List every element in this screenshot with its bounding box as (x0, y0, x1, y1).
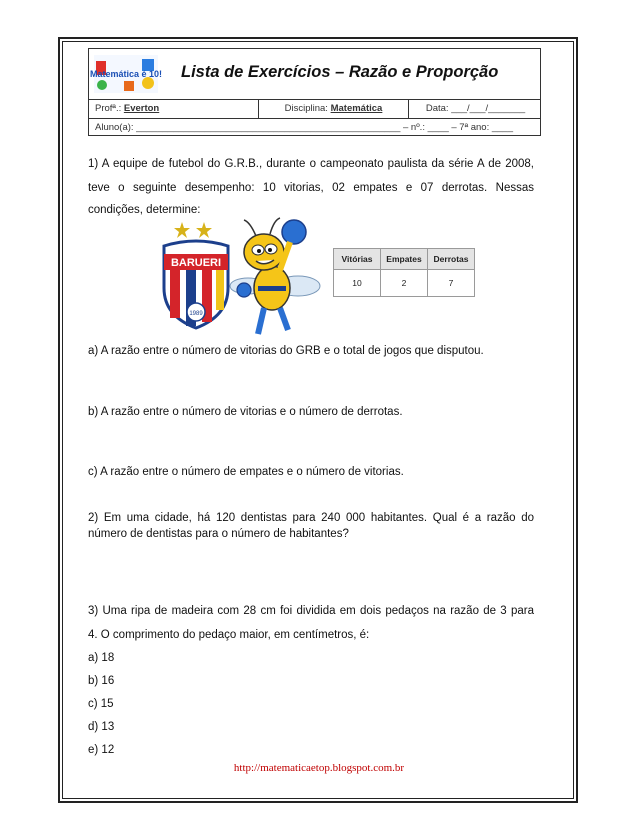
page-border-inner (62, 41, 574, 799)
teacher-cell (89, 100, 259, 118)
q1-line-3: condições, determine: (88, 204, 201, 216)
performance-table (333, 248, 475, 297)
page-title: Lista de Exercícios – Razão e Proporção (181, 63, 499, 81)
q3-line-1: 3) Uma ripa de madeira com 28 cm foi dividida em dois pedaços na razão de 3 para (88, 605, 534, 617)
svg-text:Matemática é 10!: Matemática é 10! (89, 69, 163, 79)
student-info-row: Aluno(a): __________________________________________________ – nº.: ____ – 7ª ano: ____ (95, 122, 513, 133)
bee-mascot-image (228, 212, 328, 340)
discipline-cell (259, 100, 409, 118)
performance-table-value-row (334, 270, 475, 297)
q3-line-2: 4. O comprimento do pedaço maior, em centímetros, é: (88, 629, 370, 641)
table-value-cell: 10 (334, 270, 381, 297)
teacher-name: Everton (123, 103, 160, 114)
table-header-cell: Empates (381, 249, 428, 270)
footer-url: http://matematicaetop.blogspot.com.br (233, 762, 405, 774)
header-title-row (89, 49, 540, 100)
date-cell: Data: ___/___/_______ (425, 103, 526, 114)
header-box (88, 48, 541, 136)
svg-text:1989: 1989 (189, 311, 203, 317)
q3-option-d: d) 13 (88, 721, 115, 733)
q1-item-b: b) A razão entre o número de vitorias e o número de derrotas. (88, 406, 403, 418)
table-header-cell: Derrotas (428, 249, 475, 270)
teacher-label: Profª.: (95, 103, 124, 114)
q3-option-e: e) 12 (88, 744, 115, 756)
barueri-crest-image (158, 218, 234, 332)
header-info-row (89, 100, 540, 119)
matematica-logo (89, 55, 163, 93)
table-value-cell: 7 (428, 270, 475, 297)
discipline-label: Disciplina: (284, 103, 331, 114)
q1-line-1: 1) A equipe de futebol do G.R.B., durante o campeonato paulista da série A de 2008, (88, 158, 534, 170)
q1-line-2: teve o seguinte desempenho: 10 vitorias, 02 empates e 07 derrotas. Nessas (88, 182, 534, 194)
discipline-name: Matemática (330, 103, 383, 114)
q2-line-1: 2) Em uma cidade, há 120 dentistas para 240 000 habitantes. Qual é a razão do (88, 512, 534, 524)
table-header-cell: Vitórias (334, 249, 381, 270)
q3-option-a: a) 18 (88, 652, 115, 664)
q2-line-2: número de dentistas para o número de habitantes? (88, 528, 349, 540)
q1-item-c: c) A razão entre o número de empates e o número de vitorias. (88, 466, 404, 478)
table-value-cell: 2 (381, 270, 428, 297)
q3-option-c: c) 15 (88, 698, 114, 710)
q1-item-a: a) A razão entre o número de vitorias do GRB e o total de jogos que disputou. (88, 345, 484, 357)
q3-option-b: b) 16 (88, 675, 115, 687)
svg-text:BARUERI: BARUERI (170, 257, 222, 269)
performance-table-header-row (334, 249, 475, 270)
